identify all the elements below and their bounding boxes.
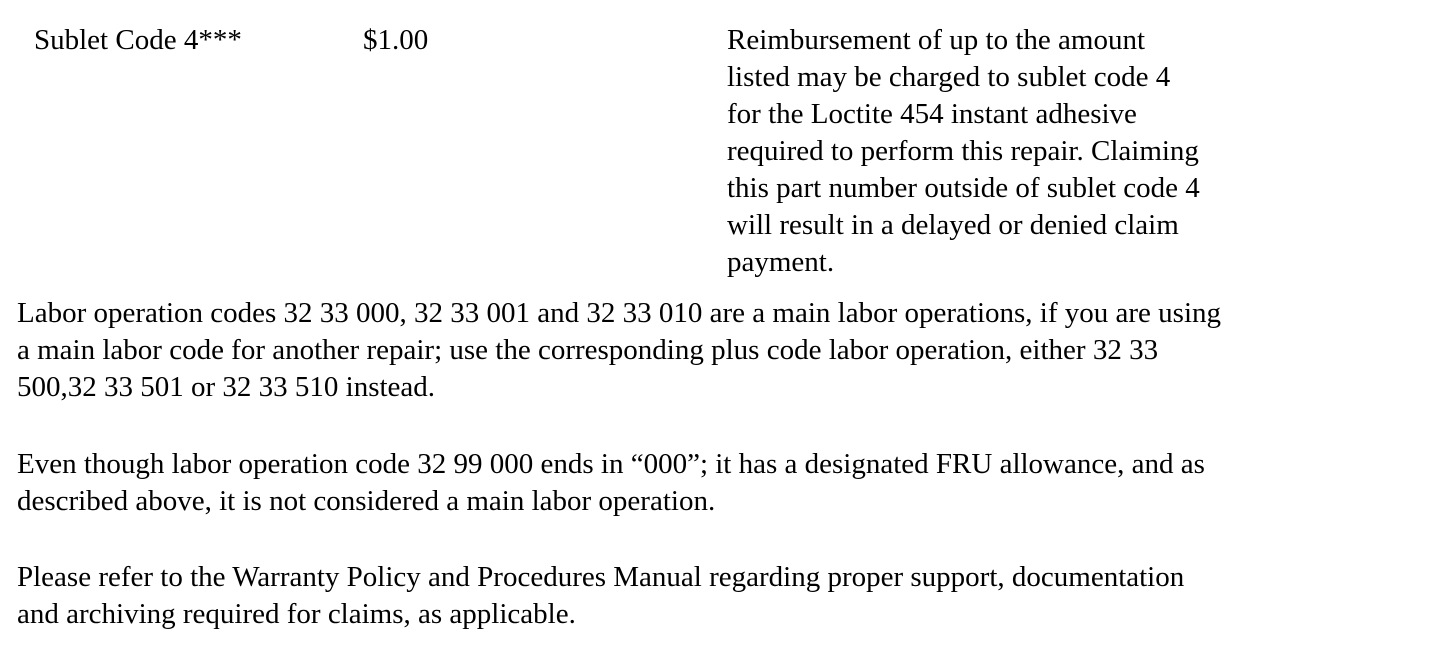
description-line: required to perform this repair. Claiming [727, 135, 1199, 167]
amount-cell: $1.00 [363, 24, 429, 56]
sublet-table-row [0, 22, 1440, 282]
description-line: for the Loctite 454 instant adhesive [727, 98, 1137, 130]
paragraph-line: 500,32 33 501 or 32 33 510 instead. [17, 371, 436, 403]
paragraph-line: described above, it is not considered a main labor operation. [17, 485, 716, 517]
warranty-manual-paragraph [17, 559, 1427, 633]
sublet-code-cell: Sublet Code 4*** [34, 24, 242, 56]
description-line: will result in a delayed or denied claim [727, 209, 1179, 241]
paragraph-line: Labor operation codes 32 33 000, 32 33 001 and 32 33 010 are a main labor operations, if you are using [17, 297, 1222, 329]
description-line: this part number outside of sublet code 4 [727, 172, 1200, 204]
labor-operation-paragraph [17, 295, 1427, 406]
paragraph-line: Even though labor operation code 32 99 000 ends in “000”; it has a designated FRU allowance, and as [17, 448, 1205, 480]
paragraph-line: Please refer to the Warranty Policy and Procedures Manual regarding proper support, documentation [17, 561, 1185, 593]
description-cell [727, 22, 1287, 281]
description-line: listed may be charged to sublet code 4 [727, 61, 1171, 93]
description-line: payment. [727, 246, 835, 278]
description-line: Reimbursement of up to the amount [727, 24, 1146, 56]
fru-allowance-paragraph [17, 446, 1427, 520]
paragraph-line: and archiving required for claims, as applicable. [17, 598, 576, 630]
paragraph-line: a main labor code for another repair; use the corresponding plus code labor operation, either 32 33 [17, 334, 1159, 366]
